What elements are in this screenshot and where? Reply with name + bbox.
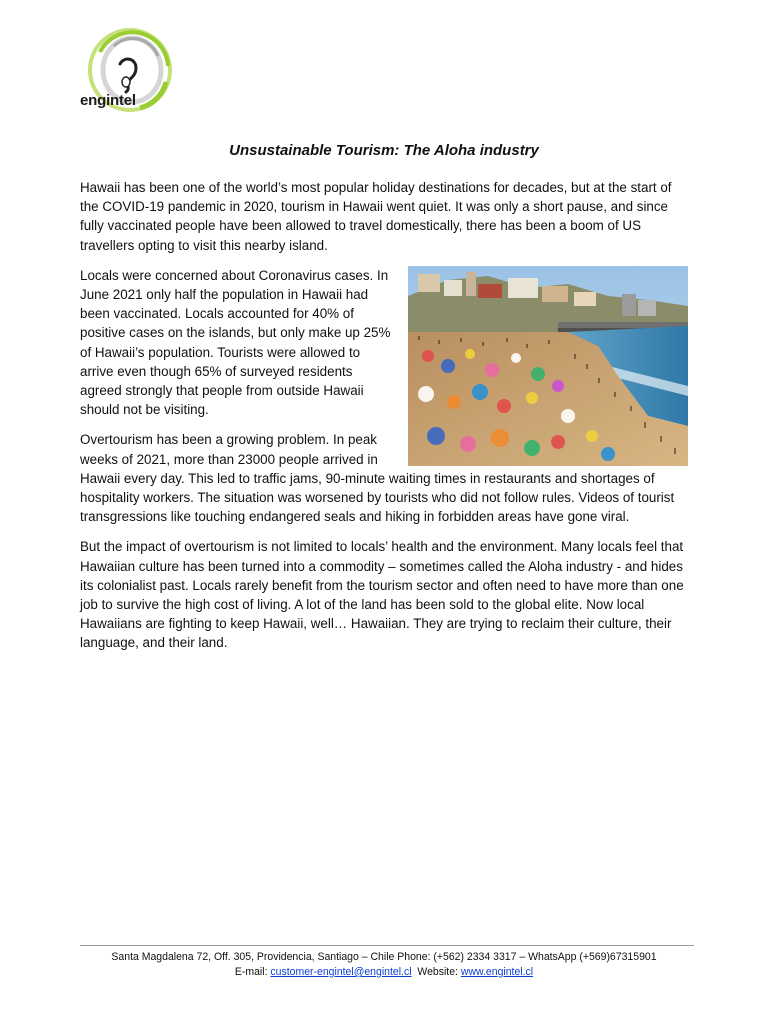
website-label: Website: xyxy=(417,966,458,978)
footer-contact xyxy=(31,965,738,980)
paragraph-2: Locals were concerned about Coronavirus cases. In June 2021 only half the population in Hawaii had been vaccinated. Locals accounted for 40% of positive cases on the islands, but only make up 25% of Hawaii’s population. Tourists were allowed to arrive even though 65% of surveyed residents agreed strongly that people from outside Hawaii should not be visiting. xyxy=(80,267,391,418)
website-link[interactable]: www.engintel.cl xyxy=(460,966,534,978)
crowded-beach-photo xyxy=(408,266,688,466)
footer xyxy=(31,950,738,980)
footer-address: Santa Magdalena 72, Off. 305, Providencia, Santiago – Chile Phone: (+562) 2334 3317 – WhatsApp (+569)67315901 xyxy=(111,951,657,963)
logo-wordmark: engintel xyxy=(80,92,136,109)
footer-divider xyxy=(80,945,694,946)
paragraph-3: Overtourism has been a growing problem. In peak weeks of 2021, more than 23000 people arrived in Hawaii every day. This led to traffic jams, 90-minute waiting times in restaurants and shortages of hospitality workers. The situation was worsened by tourists who did not follow rules. Videos of tourist transgressions like touching endangered seals and hiking in forbidden areas have gone viral. xyxy=(80,432,675,525)
document-body xyxy=(80,178,688,664)
email-label: E-mail: xyxy=(234,966,268,978)
paragraph-1: Hawaii has been one of the world’s most popular holiday destinations for decades, but at the start of the COVID-19 pandemic in 2020, tourism in Hawaii went quiet. It was only a short pause, and since fully vaccinated people have been allowed to travel domestically, there has been a boom of US travellers opting to visit this nearby island. xyxy=(80,180,672,253)
email-link[interactable]: customer-engintel@engintel.cl xyxy=(270,966,412,978)
document-title: Unsustainable Tourism: The Aloha industry xyxy=(229,142,539,159)
paragraph-4: But the impact of overtourism is not limited to locals’ health and the environment. Many locals feel that Hawaiian culture has been turned into a commodity – sometimes called the Aloha industry - and hides its colonialist past. Locals rarely benefit from the tourism sector and often need to have more than one job to survive the high cost of living. A lot of the land has been sold to the global elite. Now local Hawaiians are fighting to keep Hawaii, well… Hawaiian. They are trying to reclaim their culture, their language, and their land. xyxy=(80,539,684,651)
